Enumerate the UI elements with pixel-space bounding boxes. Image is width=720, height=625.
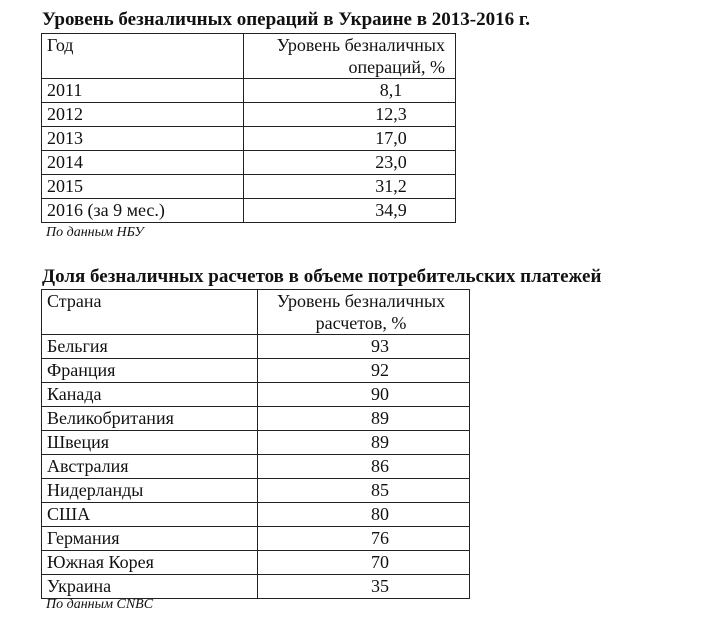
table-1-title: Уровень безналичных операций в Украине в 2013-2016 г. <box>42 9 531 30</box>
header-cashless-level <box>258 290 470 335</box>
table-row <box>42 431 470 455</box>
row-label: Южная Корея <box>42 551 258 575</box>
row-value: 92 <box>258 359 470 383</box>
table-row <box>42 383 470 407</box>
row-label: Германия <box>42 527 258 551</box>
table-2-source-note: По данным CNBC <box>46 597 154 612</box>
row-value: 35 <box>258 575 470 599</box>
row-value: 76 <box>258 527 470 551</box>
row-value: 90 <box>258 383 470 407</box>
row-label: 2013 <box>42 127 244 151</box>
row-value: 89 <box>258 407 470 431</box>
table-row <box>42 527 470 551</box>
table-row <box>42 103 456 127</box>
row-value: 23,0 <box>244 151 456 175</box>
table-row <box>42 479 470 503</box>
header-line-1: Уровень безналичных <box>276 291 446 311</box>
table-1-source-note: По данным НБУ <box>46 225 144 240</box>
cashless-payments-share-table <box>41 289 470 599</box>
row-value: 17,0 <box>244 127 456 151</box>
row-label: 2014 <box>42 151 244 175</box>
row-value: 31,2 <box>244 175 456 199</box>
header-country: Страна <box>42 290 258 335</box>
row-label: Великобритания <box>42 407 258 431</box>
table-row <box>42 199 456 223</box>
table-row <box>42 407 470 431</box>
row-label: 2012 <box>42 103 244 127</box>
table-row <box>42 175 456 199</box>
table-header-row <box>42 34 456 79</box>
table-header-row <box>42 290 470 335</box>
table-2-title: Доля безналичных расчетов в объеме потребительских платежей <box>42 266 602 287</box>
row-value: 70 <box>258 551 470 575</box>
row-value: 12,3 <box>244 103 456 127</box>
table-row <box>42 575 470 599</box>
row-label: 2016 (за 9 мес.) <box>42 199 244 223</box>
header-line-2: операций, % <box>348 57 445 77</box>
row-label: Швеция <box>42 431 258 455</box>
table-row <box>42 151 456 175</box>
header-cashless-level <box>244 34 456 79</box>
table-row <box>42 551 470 575</box>
row-label: Украина <box>42 575 258 599</box>
table-row <box>42 335 470 359</box>
row-value: 34,9 <box>244 199 456 223</box>
row-value: 85 <box>258 479 470 503</box>
header-line-1: Уровень безналичных <box>276 35 445 55</box>
table-row <box>42 127 456 151</box>
row-value: 89 <box>258 431 470 455</box>
header-line-2: расчетов, % <box>315 313 407 333</box>
cashless-operations-table <box>41 33 456 223</box>
row-label: Австралия <box>42 455 258 479</box>
row-label: Бельгия <box>42 335 258 359</box>
row-value: 80 <box>258 503 470 527</box>
row-label: Канада <box>42 383 258 407</box>
table-row <box>42 455 470 479</box>
row-value: 86 <box>258 455 470 479</box>
table-row <box>42 503 470 527</box>
row-value: 8,1 <box>244 79 456 103</box>
header-year: Год <box>42 34 244 79</box>
row-label: США <box>42 503 258 527</box>
row-label: Франция <box>42 359 258 383</box>
row-label: Нидерланды <box>42 479 258 503</box>
table-row <box>42 359 470 383</box>
row-value: 93 <box>258 335 470 359</box>
table-row <box>42 79 456 103</box>
row-label: 2011 <box>42 79 244 103</box>
row-label: 2015 <box>42 175 244 199</box>
